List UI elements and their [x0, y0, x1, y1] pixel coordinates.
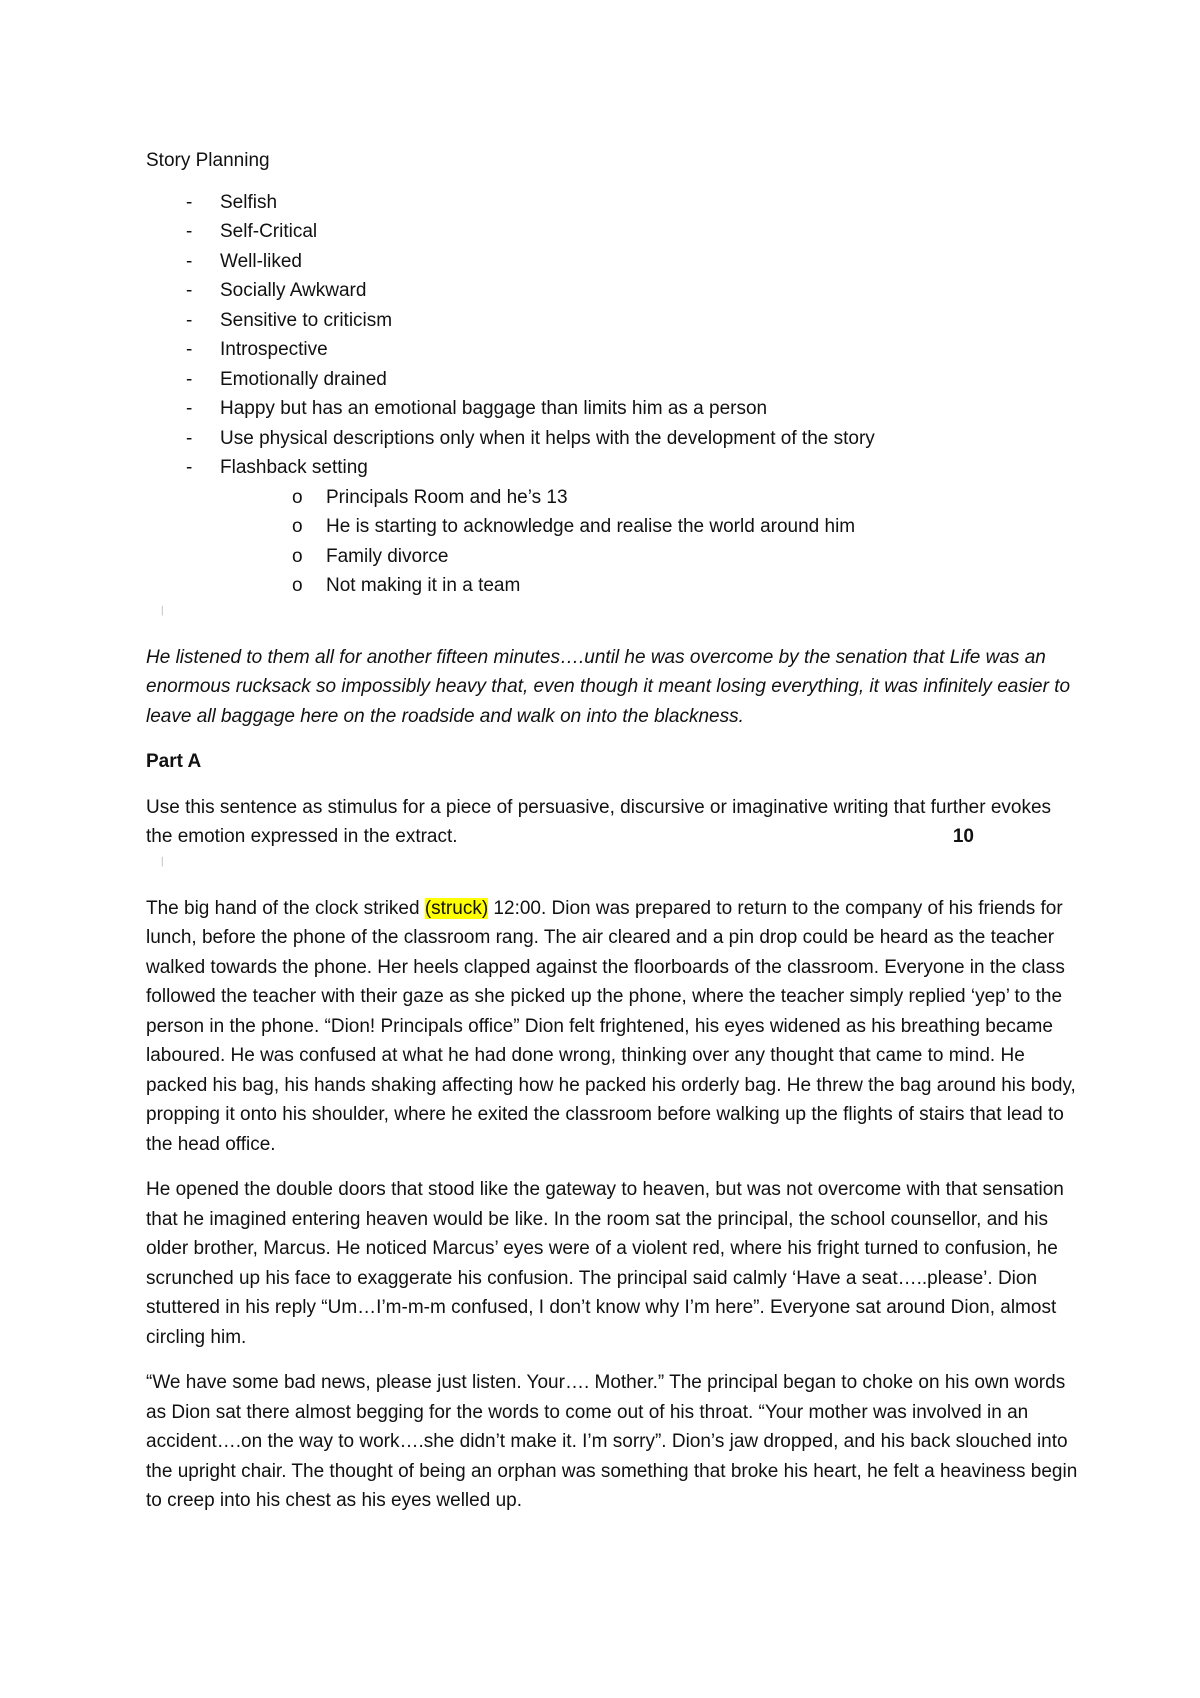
sublist-item: o He is starting to acknowledge and realise the world around him — [292, 512, 1080, 542]
story-paragraph-3: “We have some bad news, please just listen. Your…. Mother.” The principal began to choke on his own words as Dion sat there almost begging for the words to come out of his throat. “Your mother was involved in an accident….on the way to work….she didn’t make it. I’m sorry”. Dion’s jaw dropped, and his back slouched into the upright chair. The thought of being an orphan was something that broke his heart, he felt a heaviness begin to creep into his chest as his eyes welled up. — [146, 1372, 1078, 1511]
story-paragraph-1 — [146, 894, 1080, 1160]
marks-value: 10 — [952, 826, 974, 847]
list-item: - Socially Awkward — [186, 276, 1080, 306]
list-item-label: Flashback setting — [220, 457, 368, 478]
list-item: - Selfish — [186, 188, 1080, 218]
sublist-item: o Family divorce — [292, 542, 1080, 572]
story-paragraph-2: He opened the double doors that stood like the gateway to heaven, but was not overcome with that sensation that he imagined entering heaven would be like. In the room sat the principal, the school counsellor, and his older brother, Marcus. He noticed Marcus’ eyes were of a violent red, where his fright turned to confusion, he scrunched up his face to exaggerate his confusion. The principal said calmly ‘Have a seat…..please’. Dion stuttered in his reply “Um…I’m-m-m confused, I don’t know why I’m here”. Everyone sat around Dion, almost circling him. — [146, 1179, 1064, 1348]
story-text: 12:00. Dion was prepared to return to the company of his friends for lunch, before the phone of the classroom rang. The air cleared and a pin drop could be heard as the teacher walked towards the phone. Her heels clapped against the floorboards of the classroom. Everyone in the class followed the teacher with their gaze as she picked up the phone, where the teacher simply replied ‘yep’ to the person in the phone. “Dion! Principals office” Dion felt frightened, his eyes widened as his breathing became laboured. He was confused at what he had done wrong, thinking over any thought that came to mind. He packed his bag, his hands shaking affecting how he packed his orderly bag. He threw the bag around his body, propping it onto his shoulder, where he exited the classroom before walking up the flights of stairs that lead to the head office. — [146, 897, 1076, 1155]
paragraph-mark: │ — [160, 605, 165, 615]
story-text: The big hand of the clock striked — [146, 897, 425, 919]
prompt-text: Use this sentence as stimulus for a piece of persuasive, discursive or imaginative writing that further evokes the emotion expressed in the extract. — [146, 796, 1052, 847]
part-heading: Part A — [146, 751, 202, 772]
list-item: - Well-liked — [186, 247, 1080, 277]
list-item: - Emotionally drained — [186, 365, 1080, 395]
list-item: - Happy but has an emotional baggage than limits him as a person — [186, 394, 1080, 424]
traits-list — [146, 188, 1080, 601]
list-item: - Introspective — [186, 335, 1080, 365]
flashback-sublist — [220, 483, 1080, 601]
sublist-item: o Principals Room and he’s 13 — [292, 483, 1080, 513]
list-item: - Sensitive to criticism — [186, 306, 1080, 336]
writing-prompt — [146, 793, 1080, 852]
list-item: - Use physical descriptions only when it helps with the development of the story — [186, 424, 1080, 454]
paragraph-mark: │ — [160, 856, 165, 866]
document-title: Story Planning — [146, 150, 270, 171]
list-item: - Self-Critical — [186, 217, 1080, 247]
sublist-item: o Not making it in a team — [292, 571, 1080, 601]
list-item-flashback — [186, 453, 1080, 601]
highlighted-correction: (struck) — [424, 897, 489, 919]
extract-quote: He listened to them all for another fifteen minutes….until he was overcome by the senation that Life was an enormous rucksack so impossibly heavy that, even though it meant losing everything, it was infinitely easier to leave all baggage here on the roadside and walk on into the blackness. — [146, 646, 1071, 727]
